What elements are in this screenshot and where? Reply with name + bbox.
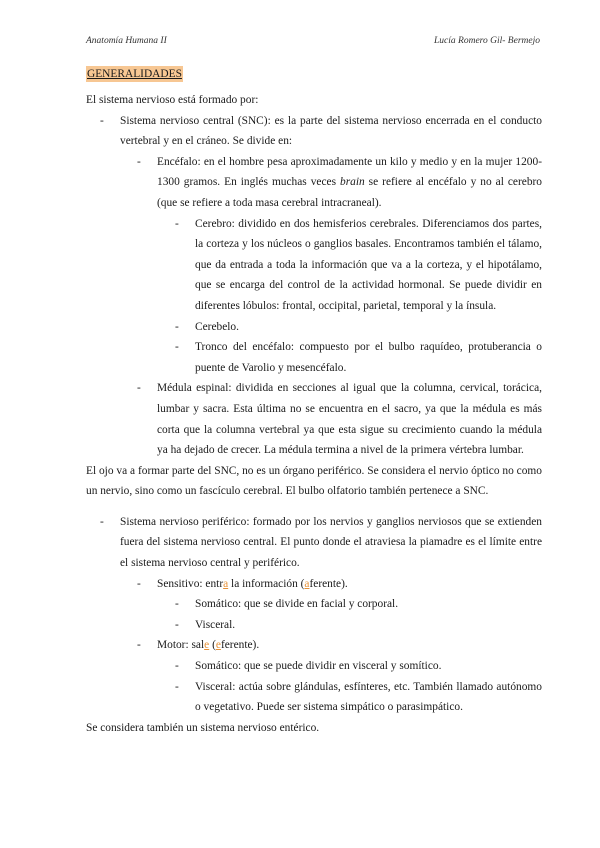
italic-term: brain bbox=[340, 176, 365, 189]
list-item-somatico-1: - Somático: que se divide en facial y corporal. bbox=[175, 598, 399, 611]
highlight-letter: a bbox=[223, 577, 229, 590]
list-item-somatico-2: - Somático: que se puede dividir en visceral y somítico. bbox=[175, 660, 442, 673]
intro-paragraph: El sistema nervioso está formado por: bbox=[86, 94, 259, 106]
list-item-snc: - Sistema nervioso central (SNC): es la parte del sistema nervioso encerrada en el conducto vertebral y en el cráneo. Se divide en: bbox=[100, 114, 542, 148]
list-item-motor: - Motor: sale (eferente). bbox=[137, 639, 260, 652]
highlight-letter: a bbox=[304, 577, 310, 590]
list-item-medula: - Médula espinal: dividida en secciones al igual que la columna, cervical, torácica, lumbar y sacra. Esta última no se encuentra en el sacro, ya que la médula es más corta que la columna vertebral ya que esta sigue su crecimiento cuando la médula ya ha dejado de crecer. La médula termina a nivel de la primera vértebra lumbar. bbox=[137, 382, 542, 457]
header-right: Lucía Romero Gil- Bermejo bbox=[434, 36, 540, 46]
list-item-encefalo: - Encéfalo: en el hombre pesa aproximadamente un kilo y medio y en la mujer 1200-1300 gramos. En inglés muchas veces brain se refiere al encéfalo y no al cerebro (que se refiere a toda masa cerebral intracraneal). bbox=[137, 155, 542, 209]
list-item-visceral-1: - Visceral. bbox=[175, 618, 236, 631]
document-body bbox=[86, 64, 542, 738]
ojo-paragraph: El ojo va a formar parte del SNC, no es un órgano periférico. Se considera el nervio óptico no como un nervio, sino como un fascículo cerebral. El bulbo olfatorio también pertenece a SNC. bbox=[86, 464, 542, 498]
highlight-letter: e bbox=[215, 639, 221, 652]
section-title: GENERALIDADES bbox=[87, 68, 182, 80]
list-item-tronco: - Tronco del encéfalo: compuesto por el bulbo raquídeo, protuberancia o puente de Varolio y mesencéfalo. bbox=[175, 341, 542, 374]
list-item-visceral-2: - Visceral: actúa sobre glándulas, esfínteres, etc. También llamado autónomo o vegetativo. Puede ser sistema simpático o parasimpático. bbox=[175, 680, 542, 714]
list-item-cerebro: - Cerebro: dividido en dos hemisferios cerebrales. Diferenciamos dos partes, la corteza y los núcleos o ganglios basales. Encontramos también el tálamo, que da entrada a toda la información que va a la corteza, y el hipotálamo, que se encarga del control de la actividad hormonal. Se puede dividir en diferentes lóbulos: frontal, occipital, parietal, temporal y la ínsula. bbox=[175, 217, 542, 312]
list-item-sensitivo: - Sensitivo: entra la información (aferente). bbox=[137, 577, 348, 590]
enterico-paragraph: Se considera también un sistema nervioso entérico. bbox=[86, 721, 320, 734]
highlight-letter: e bbox=[204, 639, 210, 652]
list-item-cerebelo: - Cerebelo. bbox=[175, 320, 239, 333]
header-left: Anatomía Humana II bbox=[86, 36, 167, 46]
list-item-snp: - Sistema nervioso periférico: formado por los nervios y ganglios nerviosos que se extienden fuera del sistema nervioso central. El punto donde el atraviesa la piamadre es el límite entre el sistema nervioso central y periférico. bbox=[100, 515, 542, 570]
